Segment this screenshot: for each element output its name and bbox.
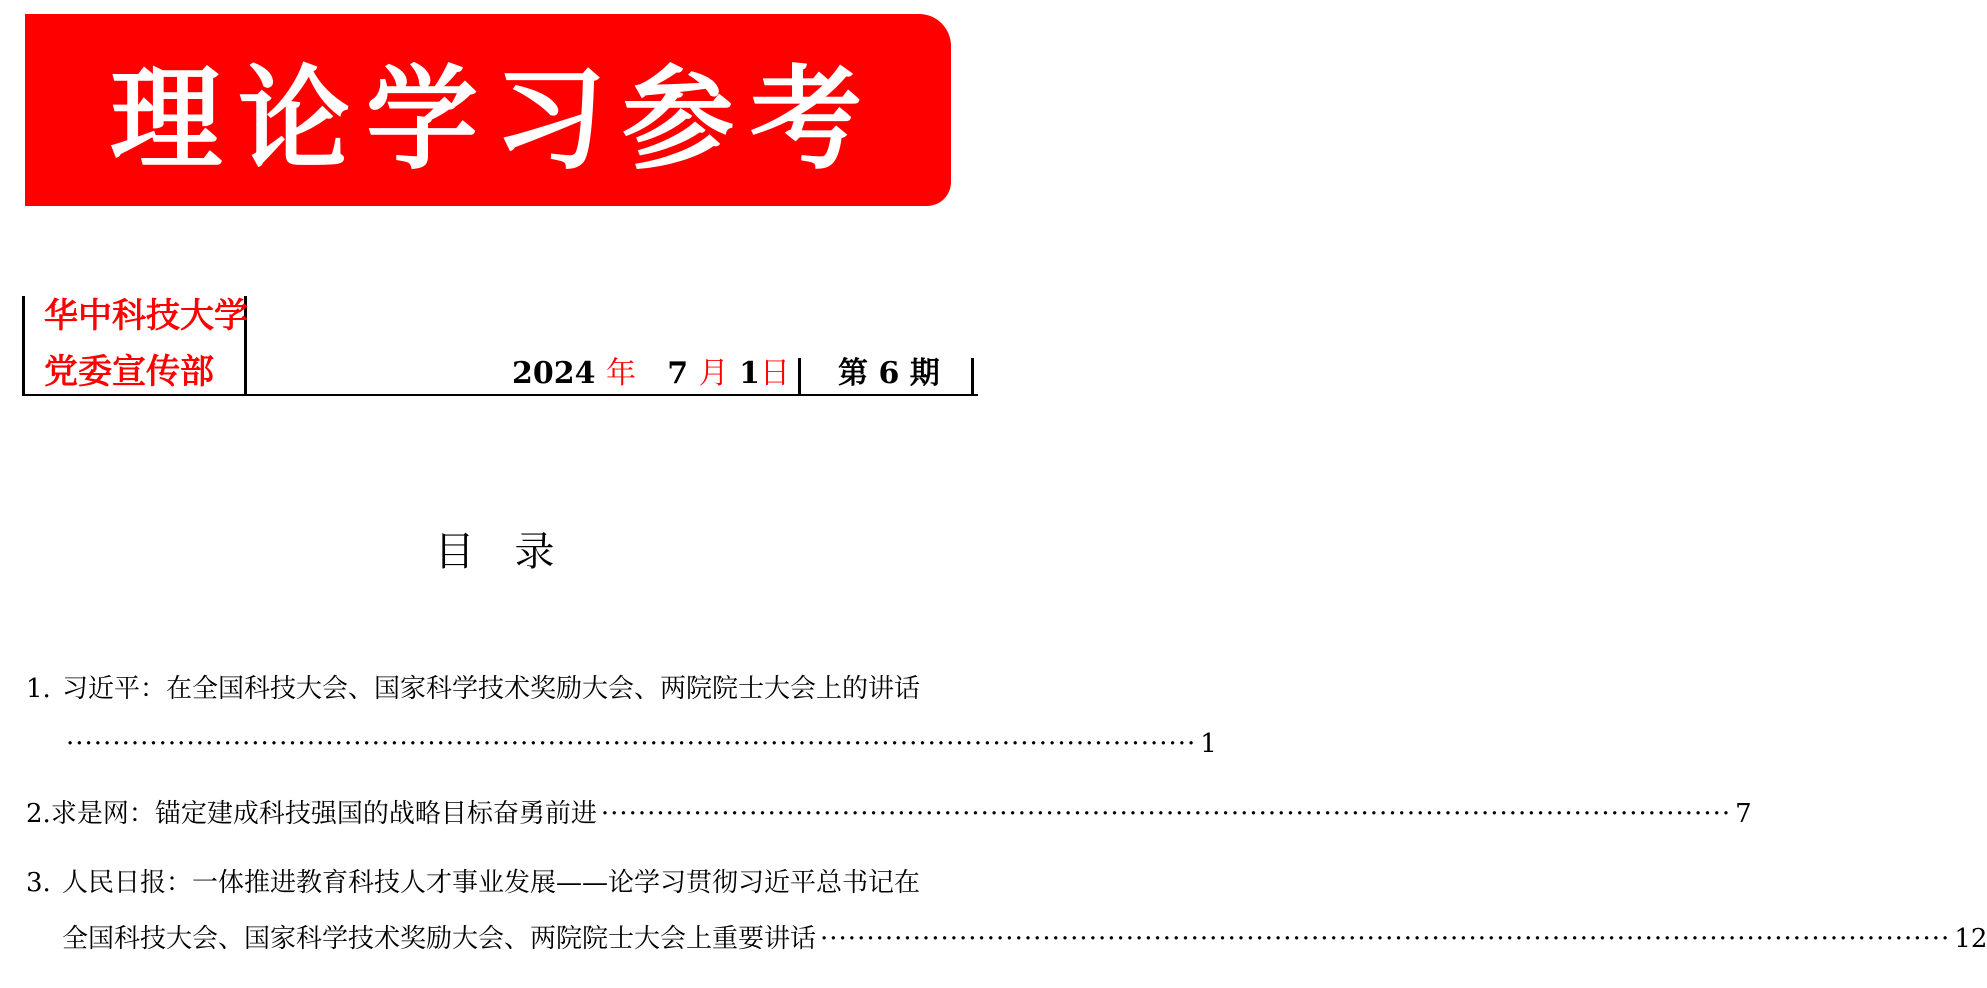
toc-entry-3-line1[interactable] — [26, 866, 982, 900]
toc-entry-page: 7 — [1735, 799, 1752, 829]
toc-entry-number: 2. — [26, 799, 51, 829]
toc-entry-3-line2[interactable] — [62, 922, 1987, 956]
date-month: 7 — [667, 356, 689, 391]
toc-entry-2[interactable] — [26, 797, 1752, 831]
toc-entry-page: 12 — [1954, 924, 1987, 954]
org-name-line1: 华中科技大学 — [44, 296, 248, 336]
date-year-unit: 年 — [605, 356, 636, 391]
toc-entry-number: 3. — [26, 868, 51, 898]
toc-entry-1-leader[interactable] — [62, 727, 1217, 761]
toc-entry-title: 求是网：锚定建成科技强国的战略目标奋勇前进 — [50, 799, 597, 829]
toc-entry-number: 1. — [26, 674, 51, 704]
toc-entry-title: 人民日报：一体推进教育科技人才事业发展——论学习贯彻习近平总书记在 — [62, 868, 921, 898]
date-month-unit: 月 — [698, 356, 729, 391]
issue-right-bar — [971, 358, 974, 396]
org-name-line2: 党委宣传部 — [44, 352, 214, 392]
issue-date — [512, 354, 790, 394]
toc-dot-leader: ·························································································································· — [820, 924, 1951, 954]
masthead-title: 理论学习参考 — [110, 53, 878, 185]
toc-dot-leader: ·························································································································· — [600, 799, 1732, 829]
org-left-bar — [22, 296, 25, 396]
issue-number: 第 6 期 — [838, 356, 940, 391]
toc-dot-leader: ·························································································································· — [66, 729, 1197, 759]
date-year: 2024 — [512, 356, 596, 391]
toc-entry-page: 1 — [1200, 729, 1217, 759]
toc-entry-title-cont: 全国科技大会、国家科学技术奖励大会、两院院士大会上重要讲话 — [62, 924, 817, 954]
date-day-unit: 日 — [759, 356, 790, 391]
masthead-banner — [25, 14, 951, 206]
toc-entry-1-line1[interactable] — [26, 672, 982, 706]
toc-title: 目录 — [434, 529, 595, 575]
date-divider-bar — [798, 358, 801, 396]
header-rule — [22, 394, 978, 396]
toc-entry-title: 习近平：在全国科技大会、国家科学技术奖励大会、两院院士大会上的讲话 — [62, 674, 921, 704]
date-day: 1 — [739, 356, 760, 391]
